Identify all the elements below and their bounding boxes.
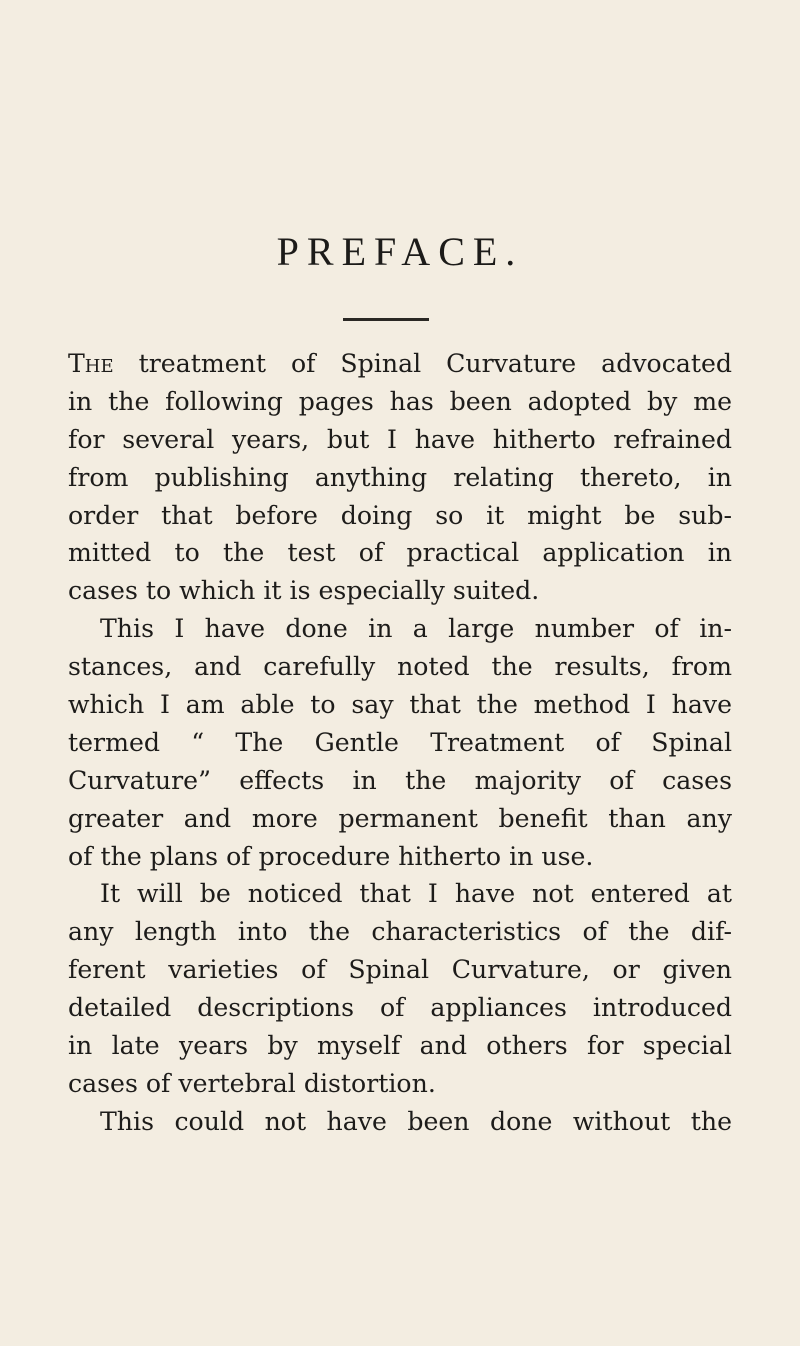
text-line: of the plans of procedure hitherto in use. <box>68 841 594 871</box>
text-line: in late years by myself and others for special <box>68 1031 732 1061</box>
text-line: This could not have been done without the <box>100 1106 732 1136</box>
text-line: termed “ The Gentle Treatment of Spinal <box>68 727 732 757</box>
heading-rule <box>343 318 429 321</box>
lead-word: The <box>68 349 114 378</box>
text-line: This I have done in a large number of in- <box>100 614 732 644</box>
text-line: detailed descriptions of appliances introduced <box>68 993 732 1023</box>
page-title: PREFACE. <box>276 229 524 274</box>
text-line-content: treatment of Spinal Curvature advocated <box>113 349 732 378</box>
text-line: Curvature” effects in the majority of cases <box>68 765 732 795</box>
text-line: for several years, but I have hitherto refrained <box>68 424 732 454</box>
text-line: greater and more permanent benefit than any <box>68 803 732 833</box>
text-line: It will be noticed that I have not entered at <box>100 879 732 909</box>
text-line: order that before doing so it might be sub- <box>68 500 732 530</box>
text-line: cases of vertebral distortion. <box>68 1068 436 1098</box>
text-line: any length into the characteristics of the dif- <box>68 917 732 947</box>
text-line: ferent varieties of Spinal Curvature, or given <box>68 955 732 985</box>
text-line: cases to which it is especially suited. <box>68 576 540 606</box>
preface-body <box>68 345 732 1141</box>
text-line: mitted to the test of practical application in <box>68 538 732 568</box>
text-line: which I am able to say that the method I have <box>68 690 732 720</box>
text-line: from publishing anything relating thereto, in <box>68 462 732 492</box>
text-line <box>68 345 732 383</box>
text-line: stances, and carefully noted the results, from <box>68 652 732 682</box>
text-line: in the following pages has been adopted by me <box>68 386 732 416</box>
